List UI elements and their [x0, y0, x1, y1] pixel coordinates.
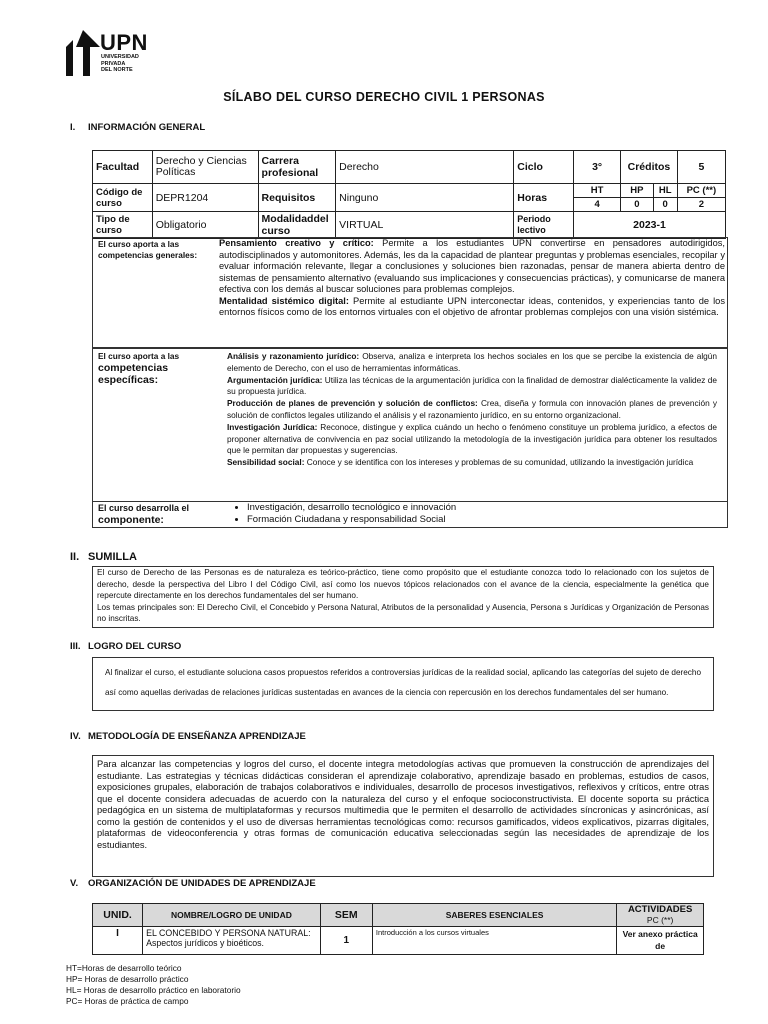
facultad-label: Facultad: [93, 151, 153, 184]
ht-label: HT: [574, 184, 621, 198]
ce-item: [227, 457, 717, 469]
col-sem-header: SEM: [320, 904, 372, 927]
logro-box: [92, 657, 714, 711]
carrera-label: Carrera profesional: [258, 151, 336, 184]
cg-text-1: Permite a los estudiantes UPN convertirse en pensadores autodirigidos, autodisciplinados y automonitores. Además, les da la capacidad de plantear preguntas y problemas esenciales, recopilar y evaluar información relevante, llegar a conclusiones y soluciones bien razonadas, pensar de manera abierta dentro de sistemas de pensamiento alternativo (evaluando sus implicaciones y consecuencias prácticas), y comunicarse de manera efectiva con los demás al buscar soluciones para problemas complejos.: [219, 238, 725, 294]
componente-label-line2: componente:: [98, 514, 164, 526]
competencias-generales-box: [92, 237, 728, 348]
cg-title-1: Pensamiento creativo y crítico:: [219, 238, 374, 248]
row-actividades: Ver anexo práctica de: [617, 927, 704, 955]
codigo-value: DEPR1204: [152, 184, 258, 212]
pc-label: PC (**): [677, 184, 725, 198]
ht-value: 4: [574, 198, 621, 212]
sumilla-p1: El curso de Derecho de las Personas es de naturaleza es teórico-práctico, tiene como propósito que el estudiante conozca todo lo relacionado con los sujetos de derecho, desde la perspectiva del Libro I del Código Civil, así como los nuevos tópicos relacionados con el avance de la ciencia, especialmente la genética que repercute directamente en los derechos fundamentales del ser humano.: [97, 568, 709, 600]
section-number: IV.: [70, 731, 81, 742]
section-heading-5: [70, 878, 316, 889]
hl-label: HL: [653, 184, 677, 198]
cg-text-2: Permite al estudiante UPN interconectar ideas, contenidos, y experiencias tanto de los entornos físicos como de los entornos virtuales con el objetivo de afrontar problemas complejos con una visión sistémica.: [219, 295, 725, 317]
logo-subtitle-line: PRIVADA: [101, 60, 126, 67]
footnote: HL= Horas de desarrollo práctico en laboratorio: [66, 985, 241, 995]
ce-item-text: Reconoce, distingue y explica cuándo un hecho o fenómeno constituye un problema jurídico, a efectos de proponer alternativa de convivencia en paz social utilizando la metodología de la investigación jurídica para obtener los resultados que le permitan dar propuestas y sugerencias.: [227, 421, 717, 456]
row-sem: 1: [320, 927, 372, 955]
section-heading-3: [70, 641, 181, 652]
ce-item-title: Investigación Jurídica:: [227, 421, 318, 432]
horas-label: Horas: [514, 184, 574, 212]
footnote: HP= Horas de desarrollo práctico: [66, 974, 189, 984]
ce-item: [227, 422, 717, 457]
componente-list: [223, 502, 456, 526]
pc-value: 2: [677, 198, 725, 212]
row-unid: I: [93, 927, 143, 955]
ce-label-line2: competencias específicas:: [98, 362, 169, 386]
section-heading-2: [70, 551, 137, 563]
creditos-label: Créditos: [621, 151, 678, 184]
section-heading-1: [70, 122, 205, 133]
componente-label-line1: El curso desarrolla el: [98, 503, 190, 513]
cg-title-2: Mentalidad sistémico digital:: [219, 295, 349, 306]
facultad-value: Derecho y Ciencias Políticas: [152, 151, 258, 184]
componente-box: [92, 501, 728, 528]
col-saberes-header: SABERES ESENCIALES: [372, 904, 616, 927]
footnote: HT=Horas de desarrollo teórico: [66, 963, 182, 973]
hp-label: HP: [621, 184, 653, 198]
competencias-generales-text: [219, 238, 725, 319]
tipo-label: Tipo de curso: [93, 212, 153, 239]
section-number: V.: [70, 878, 79, 889]
footnotes: [66, 963, 241, 1007]
col-unid-header: UNID.: [93, 904, 143, 927]
logo-subtitle-line: UNIVERSIDAD: [101, 54, 139, 60]
section-label: SUMILLA: [88, 551, 137, 563]
section-label: METODOLOGÍA DE ENSEÑANZA APRENDIZAJE: [88, 731, 306, 742]
componente-item: • Investigación, desarrollo tecnológico e innovación: [247, 502, 456, 514]
unidades-table: [92, 903, 704, 955]
hl-value: 0: [653, 198, 677, 212]
modalidad-label: Modalidaddel curso: [258, 212, 336, 239]
creditos-value: 5: [677, 151, 725, 184]
metodologia-box: [92, 755, 714, 877]
footnote: PC= Horas de práctica de campo: [66, 996, 189, 1006]
ciclo-label: Ciclo: [514, 151, 574, 184]
ce-item-text: Observa, analiza e interpreta los hechos sociales en los que se percibe la existencia de algún elemento de Derecho, con el uso de herramientas informáticas.: [227, 351, 718, 373]
actividades-sub: PC (**): [646, 915, 674, 925]
row-nombre: EL CONCEBIDO Y PERSONA NATURAL: Aspectos jurídicos y bioéticos.: [143, 927, 321, 955]
requisitos-value: Ninguno: [336, 184, 514, 212]
requisitos-label: Requisitos: [258, 184, 336, 212]
section-heading-4: [70, 731, 306, 742]
table-row: [93, 927, 704, 955]
competencias-especificas-list: [227, 351, 717, 469]
logo-text: UPN: [100, 30, 148, 55]
ce-label-line1: El curso aporta a las: [98, 351, 180, 361]
competencias-generales-label: El curso aporta a las competencias generales:: [98, 239, 198, 260]
info-table: [92, 150, 726, 239]
ce-item: [227, 351, 717, 375]
ce-item: [227, 375, 717, 399]
periodo-value: 2023-1: [574, 212, 726, 239]
upn-logo: [66, 30, 156, 76]
ce-item-title: Argumentación jurídica:: [227, 374, 323, 385]
ce-item-text: Conoce y se identifica con los intereses y problemas de su comunidad, utilizando la investigación jurídica: [304, 457, 694, 468]
ce-item-title: Análisis y razonamiento jurídico:: [227, 351, 360, 361]
logro-text: Al finalizar el curso, el estudiante soluciona casos propuestos referidos a controversias jurídicas de la realidad social, aplicando las categorías del sujeto de derecho así como aquellas derivadas de relaciones jurídicas sustentadas en avances de la ciencia con repercusión en los derechos fundamentales del ser humano.: [105, 668, 701, 697]
section-label: ORGANIZACIÓN DE UNIDADES DE APRENDIZAJE: [88, 878, 316, 889]
ce-item: [227, 398, 717, 422]
row-saberes: Introducción a los cursos virtuales: [372, 927, 616, 955]
periodo-label: Periodo lectivo: [514, 212, 574, 239]
section-number: I.: [70, 122, 76, 133]
actividades-label: ACTIVIDADES: [627, 904, 693, 915]
ciclo-value: 3°: [574, 151, 621, 184]
upn-logo-mark: [66, 30, 100, 76]
tipo-value: Obligatorio: [152, 212, 258, 239]
modalidad-value: VIRTUAL: [336, 212, 514, 239]
competencias-especificas-label: [98, 351, 223, 386]
sumilla-p2: Los temas principales son: El Derecho Civil, el Concebido y Persona Natural, Atributos de la personalidad y Ausencia, Persona s Jurídicas y Organización de Personas no inscritas.: [97, 602, 709, 623]
hp-value: 0: [621, 198, 653, 212]
competencias-especificas-box: [92, 348, 728, 502]
componente-item: • Formación Ciudadana y responsabilidad Social: [247, 514, 456, 526]
col-nombre-header: NOMBRE/LOGRO DE UNIDAD: [143, 904, 321, 927]
col-actividades-header: [617, 904, 704, 927]
ce-item-title: Sensibilidad social:: [227, 457, 305, 468]
codigo-label: Código de curso: [93, 184, 153, 212]
componente-label: [98, 503, 223, 526]
logo-subtitle: [101, 54, 139, 74]
sumilla-box: [92, 566, 714, 628]
section-label: INFORMACIÓN GENERAL: [88, 122, 206, 133]
logo-subtitle-line: DEL NORTE: [101, 67, 133, 73]
ce-item-text: Utiliza las técnicas de la argumentación jurídica con la finalidad de demostrar dialécticamente la validez de su propuesta jurídica.: [227, 374, 717, 397]
carrera-value: Derecho: [336, 151, 514, 184]
section-number: III.: [70, 641, 81, 652]
section-label: LOGRO DEL CURSO: [88, 641, 182, 652]
ce-item-text: Crea, diseña y formula con innovación planes de prevención y solución de conflictos legales utilizando el análisis y el razonamiento jurídico, en su entorno organizacional.: [227, 398, 717, 420]
ce-item-title: Producción de planes de prevención y solución de conflictos:: [227, 398, 478, 409]
metodologia-text: Para alcanzar las competencias y logros del curso, el docente integra metodologías activas que promueven la construcción de aprendizajes del estudiante. Las estrategias y técnicas didácticas consideran el aprendizaje colaborativo, aprendizaje basado en problemas, estudios de casos, exposiciones grupales, elaboración de trabajos colaborativos e individuales, desarrollo de procesos investigativos, reflexivos y críticos, entre otras que el docente considera adecuadas de acuerdo con la naturaleza del curso y el enfoque socioconstructivista. El docente soporta su práctica pedagógica en un sistema de multiplataformas y recursos multimedia que le permiten el desarrollo de actividades síncronicas y asincrónicas, así como la gestión de contenidos y el uso de diversas herramientas tecnológicas como: recursos gamificados, videos explicativos, pizarras digitales, plataformas de videoconferencia y otras formas de comunicación educativa seleccionadas según las necesidades de aprendizaje de los estudiantes.: [97, 759, 709, 850]
section-number: II.: [70, 551, 80, 563]
page-title: SÍLABO DEL CURSO DERECHO CIVIL 1 PERSONAS: [223, 90, 545, 104]
